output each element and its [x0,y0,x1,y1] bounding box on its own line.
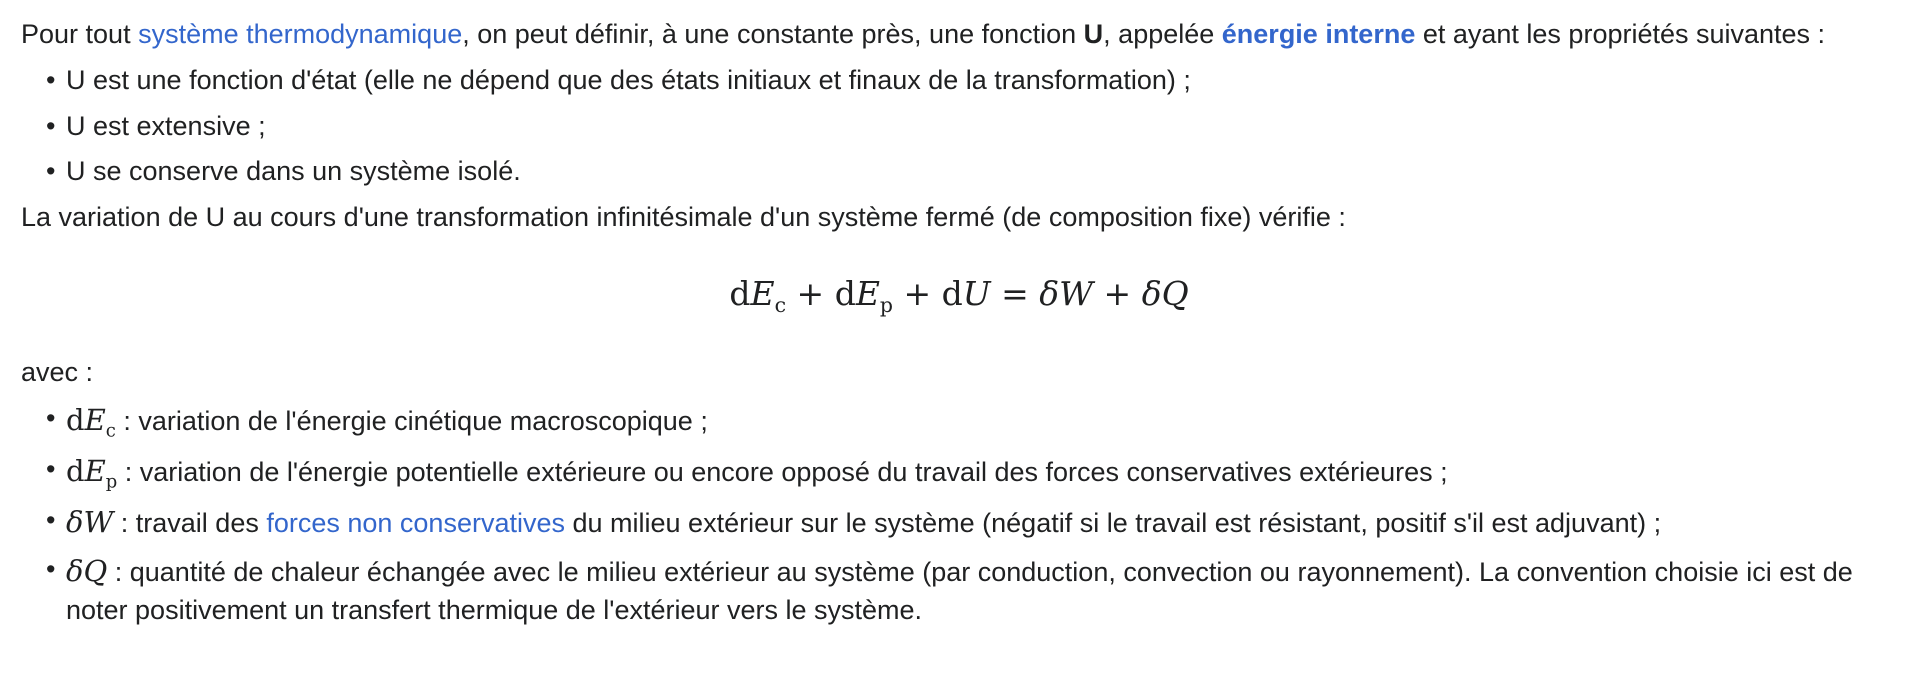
eq-delta: δ [1039,273,1060,313]
eq-plus: + [903,273,932,313]
eq-delta: δ [1141,273,1162,313]
list-item [66,400,1897,443]
eq-sub-c: c [774,293,787,318]
eq-sub-p: p [879,293,893,318]
definitions-list [21,400,1897,630]
symbol-dw [66,505,113,539]
sym-d: d [66,402,85,437]
list-item: • U est une fonction d'état (elle ne dépend que des états initiaux et finaux de la transformation) ; [66,62,1897,100]
intro-text: , appelée [1103,19,1222,49]
symbol-dec [66,402,116,441]
symbol-u: U [1083,19,1104,49]
sym-delta: δ [66,554,84,589]
eq-e: E [750,273,775,313]
eq-q: Q [1161,273,1189,313]
sym-e: E [84,402,106,437]
list-item: • U se conserve dans un système isolé. [66,153,1897,191]
intro-text: Pour tout [21,19,139,49]
properties-list [21,62,1897,191]
eq-d: d [834,273,856,313]
list-item [66,451,1897,494]
eq-u: U [962,273,991,313]
list-item [66,551,1897,630]
definition-text: du milieu extérieur sur le système (négatif si le travail est résistant, positif s'il est adjuvant) ; [565,508,1662,539]
eq-e: E [855,273,880,313]
eq-plus: + [796,273,825,313]
intro-text: et ayant les propriétés suivantes : [1415,19,1826,49]
eq-d: d [941,273,963,313]
sym-q: Q [83,554,108,589]
eq-plus: + [1103,273,1132,313]
eq-w: W [1059,273,1094,313]
sym-sub-p: p [105,471,118,493]
list-item: • U est extensive ; [66,108,1897,146]
definition-text: : quantité de chaleur échangée avec le milieu extérieur au système (par conduction, convection ou rayonnement). La convention choisie ici est de noter positivement un transfert thermique de l'extérieur vers le système. [66,557,1853,626]
sym-w: W [83,505,114,540]
energy-equation [21,271,1897,320]
sym-d: d [66,454,85,489]
eq-d: d [729,273,751,313]
intro-paragraph [21,16,1897,54]
eq-equals: = [1001,273,1029,313]
intro-text: , on peut définir, à une constante près, une fonction [462,19,1084,49]
definition-text: : variation de l'énergie potentielle extérieure ou encore opposé du travail des forces conservatives extérieures ; [117,457,1448,488]
link-energie-interne[interactable]: énergie interne [1221,19,1416,49]
list-item [66,502,1897,543]
symbol-dq [66,554,107,588]
definition-text: : travail des [113,508,267,539]
link-forces-non-conservatives[interactable]: forces non conservatives [266,508,565,539]
definition-text: : variation de l'énergie cinétique macroscopique ; [115,405,708,436]
variation-paragraph: La variation de U au cours d'une transformation infinitésimale d'un système fermé (de composition fixe) vérifie : [21,202,1346,233]
sym-e: E [84,454,106,489]
symbol-dep [66,454,118,493]
sym-delta: δ [66,505,84,540]
sym-sub-c: c [105,419,116,441]
avec-label: avec : [21,356,94,387]
link-systeme-thermodynamique[interactable]: système thermodynamique [138,19,463,49]
